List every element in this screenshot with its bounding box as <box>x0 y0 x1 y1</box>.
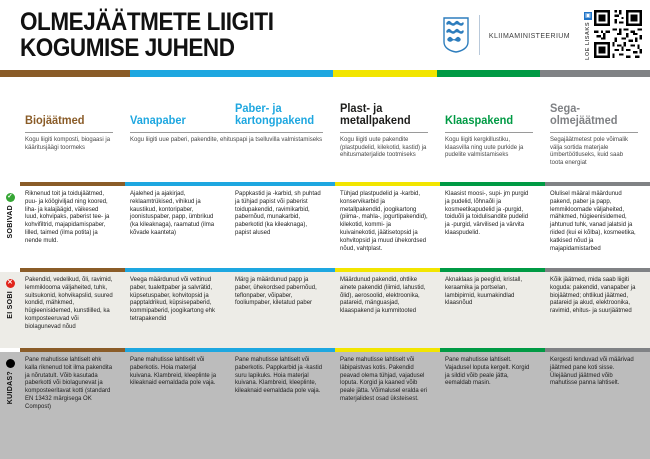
cross-circle-icon: ✕ <box>7 279 13 287</box>
cell-eisobi-vanapaber: Veega määrdunud või vettinud paber, tualettpaber ja salvrätid, küpsetuspaber, kohvitopsid ja papptaldrikud, küpsisepaberid, kommipaberid, joogikartong ehk tetrapakendid <box>130 277 216 322</box>
check-circle-icon: ✓ <box>7 193 13 201</box>
cell-eisobi-klaas: Aknaklaas ja peeglid, kristall, keraamika ja portselan, lambipirnid, kuumakindlad klaasnõud <box>445 277 523 307</box>
cell-kuidas-vanapaber: Pane mahutisse lahtiselt või paberkotis. Hoia materjal kuivana. Klambreid, kleeplinte ja kileaknaid eemaldada pole vaja. <box>130 357 217 387</box>
qr-badge-icon: ▣ <box>585 13 591 20</box>
qr-code <box>594 10 642 58</box>
stripe-bio <box>0 70 130 77</box>
title-line-1: OLMEJÄÄTMETE LIIGITI <box>20 8 274 36</box>
cell-eisobi-kartong: Märg ja määrdunud papp ja paber, ühekordsed pabernõud, teflonpaber, võipaber, fooliumpaber, kiletatud paber <box>235 277 317 307</box>
cell-sobivad-segaolme: Olulisel määral määrdunud pakend, paber ja papp, lemmikloomade väljaheited, mähkmed, hügieenisidemed, jahtunud tuhk, vanad jalatsid ja riided (kui ei kõlba), kosmeetika, katkised nõud ja majapidamistarbed <box>550 191 636 252</box>
title-line-2: KOGUMISE JUHEND <box>20 34 235 62</box>
cell-kuidas-segaolme: Kergesti lenduvad või määrivad jäätmed pane koti sisse. Ülejäänud jäätmed võib mahutisse panna lahtiselt. <box>550 357 634 387</box>
cell-sobivad-vanapaber: Ajalehed ja ajakirjad, reklaamtrükised, vihikud ja kaustikud, kontoripaber, joonistuspaber, papp, ümbrikud (ka kileaknaga), raamatud (ilma kõvade kaanteta) <box>130 191 215 236</box>
cell-sobivad-klaas: Klaasist moosi-, supi- jm purgid ja pudelid, lõhnaõli ja kosmeetikapudelid ja -purgid, toiduõli ja toidulisandite pudelid ja -purgid, värvilised ja värvita klaaspudelid. <box>445 191 529 236</box>
page-title <box>0 9 442 61</box>
header <box>0 0 650 70</box>
column-title-klaaspakend: Klaaspakend <box>445 114 514 127</box>
cell-kuidas-plastmetall: Pane mahutisse lahtiselt või läbipaistvas kotis. Pakendid peavad olema tühjad, vajadusel loputa. Korgid ja kaaned võib peale jätta. Võimalusel eralda eri materjalidest osad üksteisest. <box>340 357 428 402</box>
cell-sobivad-biojaatmed: Riknenud toit ja toidujäätmed, puu- ja köögiviljad ning koored, liha- ja kalajäägid, väikesed luud, kohvipaks, paberist tee- ja kohvifiltrid, majapidamispaber, lilled, taimed (ilma potita) ja nende muld. <box>25 191 110 244</box>
cell-eisobi-plastmetall: Määrdunud pakendid, ohtlike ainete pakendid (liimid, lahustid, õlid), aerosoolid, elektroonika, patareid, mänguasjad, klaaspakend ja kummitooted <box>340 277 426 315</box>
column-title-biojaatmed: Biojäätmed <box>25 114 85 127</box>
row-label-sobivad <box>0 186 20 268</box>
row-ei-sobi <box>0 272 650 348</box>
row-label-ei-sobi <box>0 272 20 348</box>
row-label-text: SOBIVAD <box>6 205 14 239</box>
intro-paber: Kogu liigiti uue paberi, pakendite, ehituspapi ja tselluvilla valmistamiseks <box>130 132 323 145</box>
column-title-vanapaber: Vanapaber <box>130 114 186 127</box>
row-label-kuidas <box>0 352 20 459</box>
intro-segaolme: Segajäätmetest pole võimalik välja sortida materjale ümbertöötluseks, kuid saab toota energiat <box>550 132 638 168</box>
cell-eisobi-segaolme: Kõik jäätmed, mida saab liigiti koguda: pakendid, vanapaber ja biojäätmed; ohtlikud jäätmed, patareid ja akud, elektroonika, ravimid, ehitus- ja suurjäätmed <box>550 277 636 315</box>
column-title-plastmetall: Plast- ja metallpakend <box>340 102 411 127</box>
stripe-plastic <box>333 70 437 77</box>
row-sobivad <box>0 186 650 268</box>
cell-sobivad-plastmetall: Tühjad plastpudelid ja -karbid, konservikarbid ja metallpakendid, joogikartong (piima-, mahla-, jogurtipakendid), kilekotid, kommi- ja kuivainekotid, jäätisetopsid ja kohvitopsid ja muud ühekordsed nõud, vahtplast. <box>340 191 428 252</box>
cell-kuidas-biojaatmed: Pane mahutisse lahtiselt ehk kalla riknenud toit ilma pakendita ja nõrutatult. Võib kasutada paberkotti või biolagunevat ja komposteeritavat kotti (standard EN 13432 märgisega OK Compost) <box>25 357 113 410</box>
qr-caption: LOE LISAKS <box>585 21 591 60</box>
intro-klaas: Kogu liigiti kergkillustiku, klaasvilla ning uute purkide ja pudelite valmistamiseks <box>445 132 533 160</box>
qr-block <box>584 10 642 60</box>
coat-of-arms-icon <box>442 17 470 53</box>
cell-kuidas-kartong: Pane mahutisse lahtiselt või paberkotis. Pappkarbid ja -kastid suru lapikuks. Hoia materjal kuivana. Klambreid, kleeplinte, kileaknaid eemaldada pole vaja. <box>235 357 323 395</box>
column-title-kartongpakend: Paber- ja kartongpakend <box>235 102 315 127</box>
logo-divider <box>479 15 480 55</box>
ministry-logo <box>442 15 570 55</box>
column-title-segaolme: Sega- olmejäätmed <box>550 102 618 127</box>
cell-kuidas-klaas: Pane mahutisse lahtiselt. Vajadusel loputa kergelt. Korgid ja sildid võib peale jätta, eemaldab masin. <box>445 357 530 387</box>
dot-circle-icon <box>6 359 15 368</box>
cell-eisobi-biojaatmed: Pakendid, vedelikud, õli, ravimid, lemmiklooma väljaheited, tuhk, suitsukonid, kohvikapslid, suured kondid, mähkmed, hügieenisidemed, kunstlilled, ka komposteeruvad või biolagunevad nõud <box>25 277 113 330</box>
row-label-text: EI SOBI <box>6 291 14 319</box>
category-color-stripe <box>0 70 650 77</box>
stripe-glass <box>437 70 540 77</box>
intro-biojaatmed: Kogu liigiti komposti, biogaasi ja kääritusjäägi toormeks <box>25 132 113 152</box>
ministry-name: kliimaministeerium <box>488 29 570 41</box>
column-header-section <box>0 77 650 182</box>
cell-sobivad-kartong: Pappkastid ja -karbid, sh puhtad ja tühjad papist või paberist toidupakendid, ravimikarbid, pabernõud, munakarbid, paberkotid (ka kileaknaga), papist alused <box>235 191 321 236</box>
row-kuidas <box>0 352 650 459</box>
stripe-paper <box>130 70 333 77</box>
row-label-text: KUIDAS? <box>6 371 14 405</box>
intro-plastmetall: Kogu liigiti uute pakendite (plastpudelid, kilekotid, kastid) ja ehitusmaterjalide tootmiseks <box>340 132 428 160</box>
stripe-mixed <box>540 70 650 77</box>
